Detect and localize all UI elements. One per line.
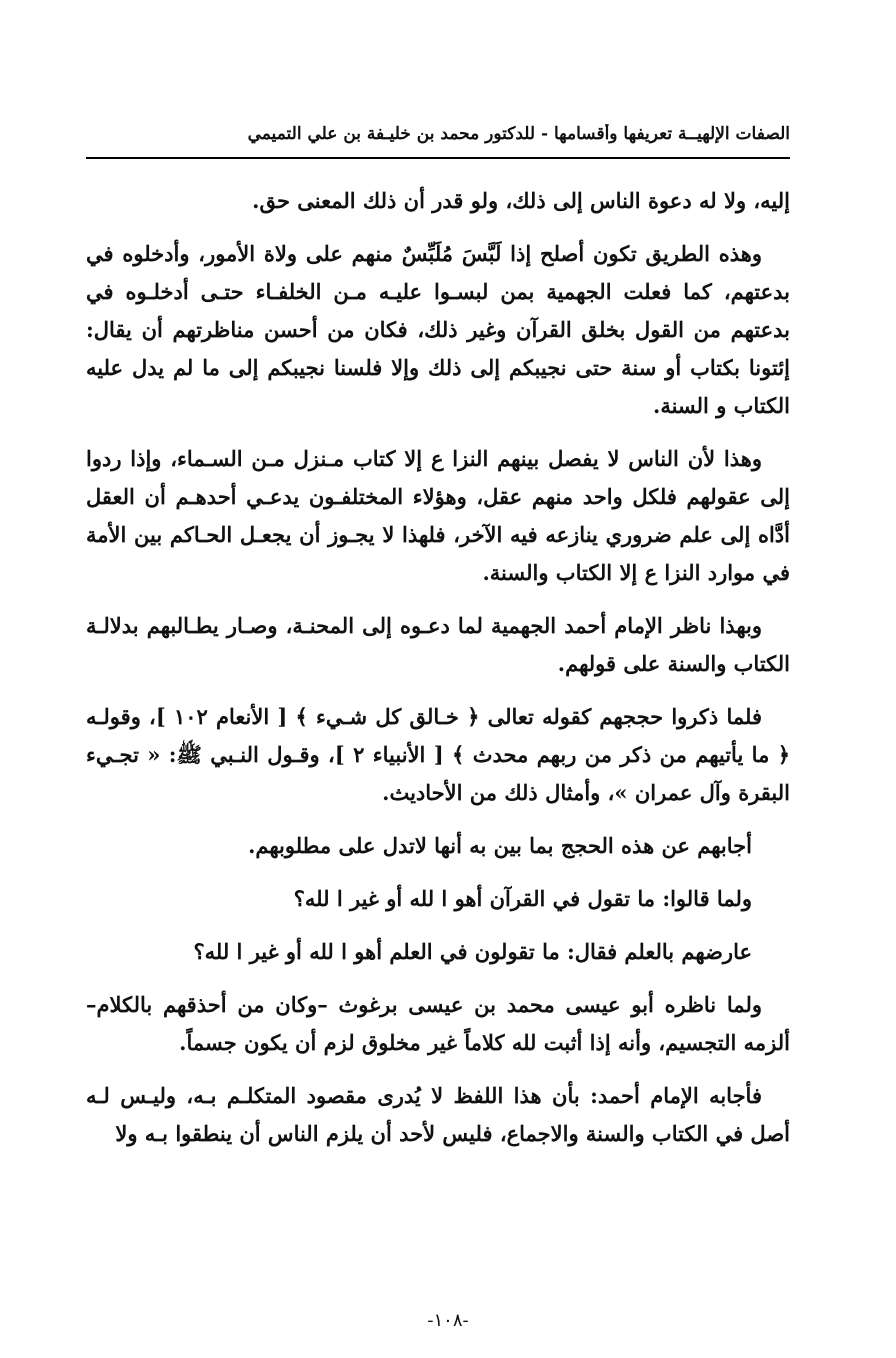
running-header: الصفات الإلهيــة تعريفها وأقسامها - للدكتور محمد بن خليـفة بن علي التميمي bbox=[247, 124, 790, 144]
paragraph: ولما ناظره أبو عيسى محمد بن عيسى برغوث –وكان من أحذقهم بالكلام– ألزمه التجسيم، وأنه إذا أثبت لله كلاماً غير مخلوق لزم أن يكون جسماً. bbox=[86, 992, 790, 1055]
paragraph: وهذا لأن الناس لا يفصل بينهم النزا ع إلا كتاب مـنزل مـن السـماء، وإذا ردوا إلى عقولهم فلكل واحد منهم عقل، وهؤلاء المختلفـون يدعـي أحدهـم أن العقل أدَّاه إلى علم ضروري ينازعه فيه الآخر، فلهذا لا يجـوز أن يجعـل الحـاكم بين الأمة في موارد النزا ع إلا الكتاب والسنة. bbox=[86, 446, 790, 585]
paragraph: فأجابه الإمام أحمد: بأن هذا اللفظ لا يُدرى مقصود المتكلـم بـه، وليـس لـه أصل في الكتاب والسنة والاجماع، فليس لأحد أن يلزم الناس أن ينطقوا بـه ولا bbox=[86, 1083, 790, 1146]
paragraph: عارضهم بالعلم فقال: ما تقولون في العلم أهو ا لله أو غير ا لله؟ bbox=[193, 939, 752, 964]
paragraph: فلما ذكروا حججهم كقوله تعالى ﴿ خـالق كل شـيء ﴾ [ الأنعام ١٠٢ ]، وقولـه ﴿ ما يأتيهم من ذكر من ربهم محدث ﴾ [ الأنبياء ٢ ]، وقـول النـبي ﷺ: « تجـيء البقرة وآل عمران »، وأمثال ذلك من الأحاديث. bbox=[86, 704, 790, 805]
header-divider bbox=[86, 157, 790, 159]
body-text bbox=[86, 182, 790, 1168]
paragraph: وبهذا ناظر الإمام أحمد الجهمية لما دعـوه إلى المحنـة، وصـار يطـالبهم بدلالـة الكتاب والسنة على قولهم. bbox=[86, 613, 790, 676]
paragraph: ولما قالوا: ما تقول في القرآن أهو ا لله أو غير ا لله؟ bbox=[293, 886, 752, 911]
page-number: -١٠٨- bbox=[427, 1310, 469, 1331]
paragraph: وهذه الطريق تكون أصلح إذا لَبَّسَ مُلَبِّسٌ منهم على ولاة الأمور، وأدخلوه في بدعتهم، كما فعلت الجهمية بمن لبسـوا عليـه مـن الخلفـاء حتـى أدخلـوه في بدعتهم من القول بخلق القرآن وغير ذلك، فكان من أحسن مناظرتهم أن يقال: إئتونا بكتاب أو سنة حتى نجيبكم إلى ذلك وإلا فلسنا نجيبكم إلى ما لم يدل عليه الكتاب و السنة. bbox=[86, 241, 790, 418]
paragraph: أجابهم عن هذه الحجج بما بين به أنها لاتدل على مطلوبهم. bbox=[248, 833, 752, 858]
paragraph: إليه، ولا له دعوة الناس إلى ذلك، ولو قدر أن ذلك المعنى حق. bbox=[252, 188, 790, 213]
